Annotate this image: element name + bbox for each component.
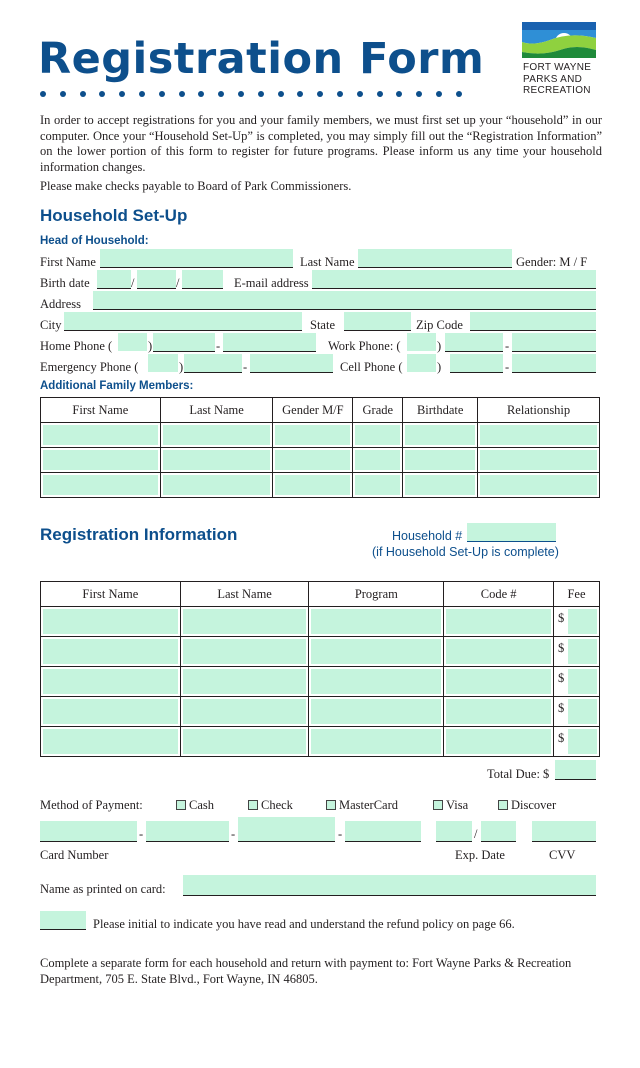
home-phone-label: Home Phone ( [40, 339, 113, 353]
phone-dash: - [505, 360, 510, 374]
cvv-field[interactable] [532, 821, 596, 841]
field-underline [555, 779, 596, 780]
table-cell[interactable] [180, 607, 309, 637]
emergency-phone-prefix-field[interactable] [184, 354, 242, 372]
field-underline [481, 841, 516, 842]
discover-checkbox[interactable] [498, 800, 508, 810]
fee-cell[interactable] [554, 727, 600, 757]
table-row [41, 727, 600, 757]
table-cell[interactable] [444, 727, 554, 757]
cvv-label: CVV [549, 848, 576, 862]
table-row [41, 473, 600, 498]
table-cell[interactable] [444, 637, 554, 667]
table-cell[interactable] [478, 448, 600, 473]
household-setup-heading: Household Set-Up [40, 206, 188, 225]
field-underline [467, 541, 556, 542]
work-phone-line-field[interactable] [512, 333, 596, 351]
table-cell[interactable] [180, 727, 309, 757]
table-cell[interactable] [444, 697, 554, 727]
work-phone-label: Work Phone: ( [328, 339, 401, 353]
paren-close: ) [437, 360, 442, 374]
household-number-label: Household # [392, 529, 463, 543]
field-underline [512, 351, 596, 352]
field-underline [146, 841, 229, 842]
table-cell[interactable] [478, 473, 600, 498]
visa-checkbox[interactable] [433, 800, 443, 810]
column-header: Fee [554, 582, 600, 607]
exp-year-field[interactable] [481, 821, 516, 841]
city-label: City [40, 318, 62, 332]
field-underline [470, 330, 596, 331]
card-number-group-1[interactable] [40, 821, 137, 841]
currency-sign: $ [558, 611, 565, 625]
table-cell[interactable] [309, 697, 444, 727]
table-row [41, 667, 600, 697]
table-cell[interactable] [309, 667, 444, 697]
visa-option-label: Visa [446, 798, 469, 812]
fee-cell[interactable] [554, 667, 600, 697]
column-header: Program [309, 582, 444, 607]
table-cell[interactable] [41, 423, 161, 448]
check-option-label: Check [261, 798, 293, 812]
table-row [41, 448, 600, 473]
family-members-table [40, 397, 600, 498]
field-underline [345, 841, 421, 842]
card-dash: - [338, 827, 343, 841]
column-header: Birthdate [403, 398, 478, 423]
field-underline [137, 288, 176, 289]
name-on-card-field[interactable] [183, 875, 596, 895]
table-cell[interactable] [41, 637, 181, 667]
zip-field[interactable] [470, 312, 596, 330]
table-cell[interactable] [273, 423, 353, 448]
field-underline [183, 895, 596, 896]
payment-method-label: Method of Payment: [40, 798, 143, 812]
cell-phone-line-field[interactable] [512, 354, 596, 372]
table-cell[interactable] [41, 697, 181, 727]
work-phone-area-field[interactable] [407, 333, 436, 351]
home-phone-area-field[interactable] [118, 333, 147, 351]
field-underline [436, 841, 472, 842]
column-header: Last Name [160, 398, 273, 423]
field-underline [64, 330, 302, 331]
household-number-note: (if Household Set-Up is complete) [372, 545, 559, 559]
field-underline [344, 330, 411, 331]
cash-checkbox[interactable] [176, 800, 186, 810]
birth-day-field[interactable] [137, 270, 176, 288]
table-cell[interactable] [309, 727, 444, 757]
phone-dash: - [216, 339, 221, 353]
birth-month-field[interactable] [97, 270, 131, 288]
mastercard-checkbox[interactable] [326, 800, 336, 810]
total-due-field[interactable] [555, 760, 596, 779]
discover-option-label: Discover [511, 798, 557, 812]
column-header: First Name [41, 582, 181, 607]
column-header: Grade [353, 398, 403, 423]
table-header-row [41, 582, 600, 607]
card-dash: - [231, 827, 236, 841]
paren-close: ) [179, 360, 184, 374]
table-row [41, 697, 600, 727]
email-field[interactable] [312, 270, 596, 288]
fee-cell[interactable] [554, 607, 600, 637]
birth-year-field[interactable] [182, 270, 223, 288]
logo-line-1: FORT WAYNE [523, 62, 592, 73]
head-first-name-field[interactable] [100, 249, 293, 267]
title-dot-divider [40, 91, 476, 97]
cash-option-label: Cash [189, 798, 214, 812]
card-dash: - [139, 827, 144, 841]
last-name-label: Last Name [300, 255, 355, 269]
field-underline [100, 267, 293, 268]
field-underline [40, 929, 86, 930]
table-cell[interactable] [403, 423, 478, 448]
card-number-group-4[interactable] [345, 821, 421, 841]
card-number-group-3[interactable] [238, 817, 335, 841]
currency-sign: $ [558, 671, 565, 685]
field-underline [97, 288, 131, 289]
head-last-name-field[interactable] [358, 249, 512, 267]
city-field[interactable] [64, 312, 302, 330]
field-underline [358, 267, 512, 268]
card-number-group-2[interactable] [146, 821, 229, 841]
table-cell[interactable] [444, 667, 554, 697]
field-underline [532, 841, 596, 842]
table-cell[interactable] [41, 607, 181, 637]
fee-cell[interactable] [554, 697, 600, 727]
state-field[interactable] [344, 312, 411, 330]
logo-wordmark [523, 62, 591, 97]
table-cell[interactable] [444, 607, 554, 637]
household-number-field[interactable] [467, 523, 556, 541]
column-header: Last Name [180, 582, 309, 607]
date-separator: / [176, 276, 180, 290]
exp-date-label: Exp. Date [455, 848, 505, 862]
logo-line-3: RECREATION [523, 85, 591, 96]
field-underline [238, 841, 335, 842]
table-cell[interactable] [41, 727, 181, 757]
table-cell[interactable] [403, 448, 478, 473]
table-cell[interactable] [273, 448, 353, 473]
mastercard-option-label: MasterCard [339, 798, 399, 812]
footer-instructions: Complete a separate form for each household and return with payment to: Fort Wayne Parks & Recreation Department, 705 E. State Blvd., Fort Wayne, IN 46805. [40, 956, 572, 986]
table-cell[interactable] [160, 423, 273, 448]
family-members-label: Additional Family Members: [40, 380, 194, 392]
column-header: Code # [444, 582, 554, 607]
check-checkbox[interactable] [248, 800, 258, 810]
field-underline [445, 351, 503, 352]
table-cell[interactable] [309, 607, 444, 637]
table-cell[interactable] [160, 448, 273, 473]
field-underline [93, 309, 596, 310]
table-cell[interactable] [309, 637, 444, 667]
table-cell[interactable] [41, 473, 161, 498]
address-field[interactable] [93, 291, 596, 309]
cell-phone-area-field[interactable] [407, 354, 436, 372]
checks-payable-note: Please make checks payable to Board of Park Commissioners. [40, 179, 352, 193]
field-underline [450, 372, 503, 373]
currency-sign: $ [558, 701, 565, 715]
table-cell[interactable] [273, 473, 353, 498]
home-phone-prefix-field[interactable] [153, 333, 215, 351]
field-underline [223, 351, 316, 352]
table-cell[interactable] [353, 423, 403, 448]
work-phone-prefix-field[interactable] [445, 333, 503, 351]
initials-field[interactable] [40, 911, 86, 929]
fort-wayne-parks-logo [520, 20, 598, 60]
column-header: First Name [41, 398, 161, 423]
emergency-phone-label: Emergency Phone ( [40, 360, 139, 374]
state-label: State [310, 318, 335, 332]
table-cell[interactable] [180, 697, 309, 727]
card-number-label: Card Number [40, 848, 109, 862]
table-cell[interactable] [353, 448, 403, 473]
cell-phone-prefix-field[interactable] [450, 354, 503, 372]
exp-separator: / [474, 827, 478, 841]
phone-dash: - [243, 360, 248, 374]
phone-dash: - [505, 339, 510, 353]
table-cell[interactable] [403, 473, 478, 498]
column-header: Relationship [478, 398, 600, 423]
refund-policy-note: Please initial to indicate you have read and understand the refund policy on page 66. [93, 917, 515, 931]
table-row [41, 423, 600, 448]
table-cell[interactable] [180, 637, 309, 667]
field-underline [250, 372, 333, 373]
paren-close: ) [148, 339, 153, 353]
exp-month-field[interactable] [436, 821, 472, 841]
table-header-row [41, 398, 600, 423]
address-label: Address [40, 297, 81, 311]
emergency-phone-area-field[interactable] [148, 354, 178, 372]
field-underline [40, 841, 137, 842]
home-phone-line-field[interactable] [223, 333, 316, 351]
logo-line-2: PARKS AND [523, 73, 583, 85]
zip-label: Zip Code [416, 318, 463, 332]
field-underline [512, 372, 596, 373]
first-name-label: First Name [40, 255, 96, 269]
field-underline [184, 372, 242, 373]
intro-paragraph: In order to accept registrations for you and your family members, we must first set up your “household” in our computer. Once your “Household Set-Up” is completed, you may simply fill out the “Registration Information” on the lower portion of this form to register for future programs. Please inform us any time your household information changes. [40, 113, 602, 174]
email-label: E-mail address [234, 276, 309, 290]
currency-sign: $ [558, 731, 565, 745]
cell-phone-label: Cell Phone ( [340, 360, 403, 374]
table-cell[interactable] [353, 473, 403, 498]
name-on-card-label: Name as printed on card: [40, 882, 166, 896]
table-cell[interactable] [478, 423, 600, 448]
emergency-phone-line-field[interactable] [250, 354, 333, 372]
registration-heading: Registration Information [40, 525, 238, 544]
page-title: Registration Form [38, 34, 485, 84]
birth-date-label: Birth date [40, 276, 90, 290]
table-cell[interactable] [160, 473, 273, 498]
fee-cell[interactable] [554, 637, 600, 667]
table-cell[interactable] [41, 448, 161, 473]
field-underline [153, 351, 215, 352]
head-of-household-label: Head of Household: [40, 235, 149, 247]
field-underline [182, 288, 223, 289]
currency-sign: $ [558, 641, 565, 655]
table-cell[interactable] [180, 667, 309, 697]
gender-label[interactable]: Gender: M / F [516, 255, 588, 269]
paren-close: ) [437, 339, 442, 353]
registration-table [40, 581, 600, 757]
table-cell[interactable] [41, 667, 181, 697]
total-due-label: Total Due: $ [487, 767, 550, 781]
column-header: Gender M/F [273, 398, 353, 423]
table-row [41, 637, 600, 667]
field-underline [312, 288, 596, 289]
date-separator: / [131, 276, 135, 290]
table-row [41, 607, 600, 637]
